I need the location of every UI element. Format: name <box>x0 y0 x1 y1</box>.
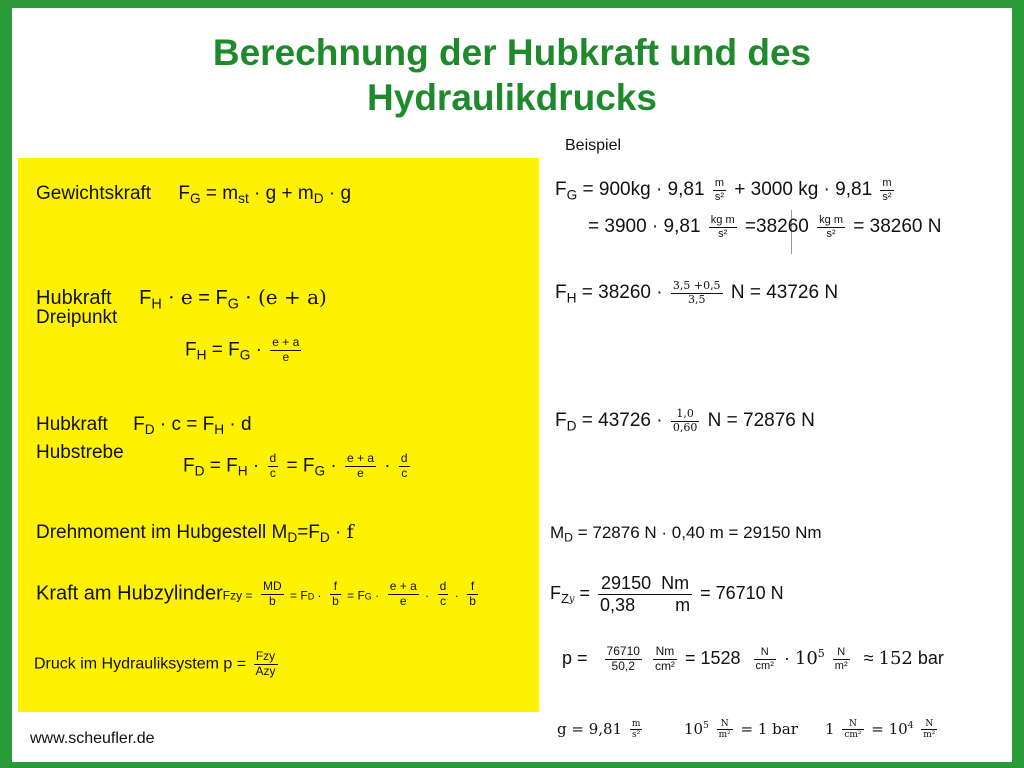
subscript: D <box>319 530 330 546</box>
unit-fraction <box>817 214 845 240</box>
text: = 1 bar <box>735 719 798 738</box>
text: 10 <box>684 719 704 738</box>
unit-fraction <box>717 719 733 741</box>
fraction <box>254 650 278 679</box>
numerator: e + a <box>389 579 417 593</box>
denominator: e <box>399 593 407 608</box>
text: · g <box>323 183 352 204</box>
text: · <box>783 648 795 669</box>
denominator: m² <box>834 659 848 672</box>
subscript: y <box>568 593 575 605</box>
hubkraft-result-formula: $F_H = F_G$ · $\frac{e + a}{e}$ <box>185 335 300 364</box>
subscript: G <box>364 591 372 602</box>
symbol: F <box>555 282 567 304</box>
text: = 38260 · <box>576 282 663 304</box>
fraction <box>598 573 692 615</box>
fraction <box>438 580 449 609</box>
text: · c = F <box>154 414 215 435</box>
hubzylinder-label: Kraft am Hubzylinder <box>36 582 223 605</box>
text: =F <box>297 522 320 543</box>
numerator: Fzy <box>254 650 278 665</box>
numerator: 1,0 <box>671 408 700 422</box>
denominator: s² <box>826 227 836 240</box>
text: = F <box>206 339 240 361</box>
subscript: G <box>189 191 201 207</box>
title-line-1: Berechnung der Hubkraft und des <box>212 32 812 73</box>
numerator: d <box>439 579 447 593</box>
denominator: c <box>401 465 408 480</box>
subscript: H <box>237 463 248 479</box>
denominator: b <box>332 593 339 608</box>
text: = F <box>286 588 308 603</box>
text: 10 <box>794 648 818 670</box>
text: N = 43726 N <box>730 282 839 304</box>
text: ≈ <box>863 648 879 669</box>
numerator: 3,5 +0,5 <box>672 279 721 292</box>
fh-calc <box>555 280 838 306</box>
unit-fraction <box>842 719 863 741</box>
md-calc <box>550 523 822 545</box>
fraction <box>345 452 376 481</box>
exponent: 5 <box>703 720 709 731</box>
unit-fraction <box>754 646 776 672</box>
text: 152 <box>878 648 913 670</box>
numerator: Nm <box>653 645 677 660</box>
symbol: F <box>185 339 197 361</box>
p-calc <box>562 645 944 674</box>
numerator: N <box>833 646 850 660</box>
text: 1 <box>825 719 835 738</box>
subscript: Z <box>561 590 569 606</box>
numerator: MD <box>263 579 282 593</box>
druck-label: Druck im Hydrauliksystem p = <box>34 655 251 673</box>
numerator: f <box>330 580 341 595</box>
fraction <box>270 336 301 365</box>
denominator: 0,38 m <box>600 594 691 615</box>
fraction <box>388 580 419 609</box>
text: + 3000 kg · 9,81 <box>729 179 873 201</box>
denominator: m² <box>923 730 936 741</box>
subscript: D <box>566 418 577 434</box>
numerator: m <box>631 719 641 729</box>
exponent: 5 <box>817 647 825 661</box>
numerator: m <box>882 177 892 189</box>
text: = F <box>343 588 365 603</box>
fraction <box>671 280 723 306</box>
subscript: G <box>239 347 251 363</box>
unit-fraction <box>713 177 726 203</box>
text: = <box>574 582 591 603</box>
symbol: F <box>139 287 152 309</box>
fg-calc-line-1 <box>555 177 897 203</box>
denominator: s² <box>882 190 892 203</box>
denominator: b <box>469 593 476 608</box>
text: = 1528 <box>684 648 741 669</box>
fraction <box>399 452 410 481</box>
text: f <box>346 521 354 543</box>
text: · d <box>224 414 252 435</box>
unit-fraction <box>709 214 737 240</box>
numerator: N <box>842 719 863 730</box>
denominator: cm² <box>654 658 675 673</box>
denominator: 0,60 <box>672 420 698 434</box>
symbol: F <box>555 179 567 201</box>
fraction <box>605 645 642 674</box>
numerator: m <box>714 177 724 189</box>
hubstrebe-label: Hubstrebe <box>36 442 124 463</box>
numerator: d <box>400 451 408 465</box>
text: = 900kg · 9,81 <box>577 179 705 201</box>
area-conversion-note <box>825 719 940 741</box>
text: = <box>242 588 253 603</box>
unit-fraction <box>833 646 850 672</box>
denominator: cm² <box>755 659 774 672</box>
subscript: H <box>151 296 162 313</box>
subscript: H <box>196 347 207 363</box>
fraction <box>261 580 284 609</box>
text: · g + m <box>248 183 314 204</box>
subscript: D <box>287 530 298 546</box>
text: = 3900 · 9,81 <box>588 216 701 238</box>
text: = 10 <box>866 719 908 738</box>
unit-fraction <box>653 645 677 674</box>
subscript: D <box>144 422 155 438</box>
bar-conversion-note <box>684 719 798 741</box>
denominator: e <box>357 465 364 480</box>
fd-calc <box>555 408 815 434</box>
hubkraft-label-2: Hubkraft <box>36 414 108 435</box>
numerator: N <box>717 719 733 730</box>
numerator: f <box>467 580 478 595</box>
denominator: cm² <box>844 730 862 741</box>
subscript: D <box>307 591 315 602</box>
symbol: F <box>555 410 567 432</box>
hubstrebe-result-formula: $F_D = F_H$ · $\frac{d}{c}$ = $F_G$ · $\frac{e + a}{e}$ · $\frac{d}{c}$ <box>183 451 408 480</box>
text: N = 72876 N <box>707 410 815 432</box>
subscript: G <box>566 187 578 203</box>
denominator: b <box>268 593 276 608</box>
symbol: F <box>178 183 190 204</box>
subscript: H <box>214 422 225 438</box>
text: = 72876 N · 0,40 m = 29150 Nm <box>573 523 822 542</box>
symbol: M <box>550 523 565 542</box>
fraction <box>467 580 478 609</box>
symbol: F <box>183 455 195 477</box>
symbol: F <box>133 414 145 435</box>
druck-formula <box>34 650 281 679</box>
text: = m <box>200 183 239 204</box>
text: = F <box>204 455 238 477</box>
numerator: 76710 <box>606 644 640 658</box>
denominator: c <box>440 593 446 608</box>
numerator: N <box>921 719 937 730</box>
unit-fraction <box>630 719 643 741</box>
exponent: 4 <box>907 720 914 731</box>
text: bar <box>912 648 944 669</box>
text: · <box>329 522 347 543</box>
hubkraft-label: Hubkraft <box>36 287 112 309</box>
text: · (e + a) <box>238 285 327 309</box>
subscript: D <box>564 530 574 545</box>
text: = 38260 N <box>847 216 942 238</box>
fraction <box>268 452 279 481</box>
subscript: D <box>194 463 205 479</box>
denominator: s² <box>714 190 724 203</box>
text: = 43726 · <box>576 410 663 432</box>
page-title <box>0 30 1024 120</box>
text: = F <box>286 455 315 477</box>
numerator: N <box>754 646 776 660</box>
gewichtskraft-label: Gewichtskraft <box>36 183 152 204</box>
text: p = <box>562 648 588 669</box>
fraction <box>330 580 341 609</box>
subscript: D <box>313 191 324 207</box>
subscript: H <box>566 290 577 306</box>
numerator: d <box>269 451 277 465</box>
denominator: m² <box>718 730 731 741</box>
hubkraft-hubstrebe-formula <box>36 414 252 437</box>
dreipunkt-label: Dreipunkt <box>36 307 118 328</box>
hubzylinder-formula: Kraft am HubzylinderFzy = $\frac{MD}{b}$ = FD · $\frac{f}{b}$ = FG · $\frac{e + a}{e}$ · $\frac{d}{c}$ · $\frac{f}{b}$ <box>36 579 476 608</box>
unit-fraction <box>921 719 937 741</box>
example-label: Beispiel <box>565 137 622 154</box>
fzy-calc <box>550 573 784 615</box>
symbol: F <box>550 582 561 603</box>
text: g = 9,81 <box>557 719 623 738</box>
gewichtskraft-formula <box>36 183 351 206</box>
g-constant-note <box>557 719 645 741</box>
text: =38260 <box>739 216 809 238</box>
numerator: 29150 Nm <box>598 573 692 595</box>
numerator: e + a <box>347 451 375 465</box>
text: = F <box>192 287 228 309</box>
symbol: Fzy <box>222 588 243 603</box>
denominator: s² <box>632 730 641 741</box>
drehmoment-formula <box>36 521 354 545</box>
subscript: G <box>227 296 239 313</box>
subscript: st <box>238 191 249 207</box>
numerator: e + a <box>272 335 300 349</box>
title-line-2: Hydraulikdrucks <box>367 77 657 118</box>
text: · e <box>161 285 193 309</box>
denominator: s² <box>718 227 728 240</box>
numerator: kg m <box>819 214 843 226</box>
denominator: Azy <box>255 663 276 678</box>
fraction <box>671 408 700 434</box>
text: = 76710 N <box>700 582 784 603</box>
denominator: 50,2 <box>611 658 635 673</box>
website-url: www.scheufler.de <box>30 730 155 747</box>
subscript: G <box>314 463 326 479</box>
denominator: 3,5 <box>687 292 706 306</box>
denominator: e <box>282 349 290 364</box>
drehmoment-label: Drehmoment im Hubgestell M <box>36 522 288 543</box>
denominator: c <box>269 465 276 480</box>
unit-fraction <box>880 177 893 203</box>
numerator: kg m <box>710 214 735 226</box>
fg-calc-line-2 <box>588 214 941 240</box>
